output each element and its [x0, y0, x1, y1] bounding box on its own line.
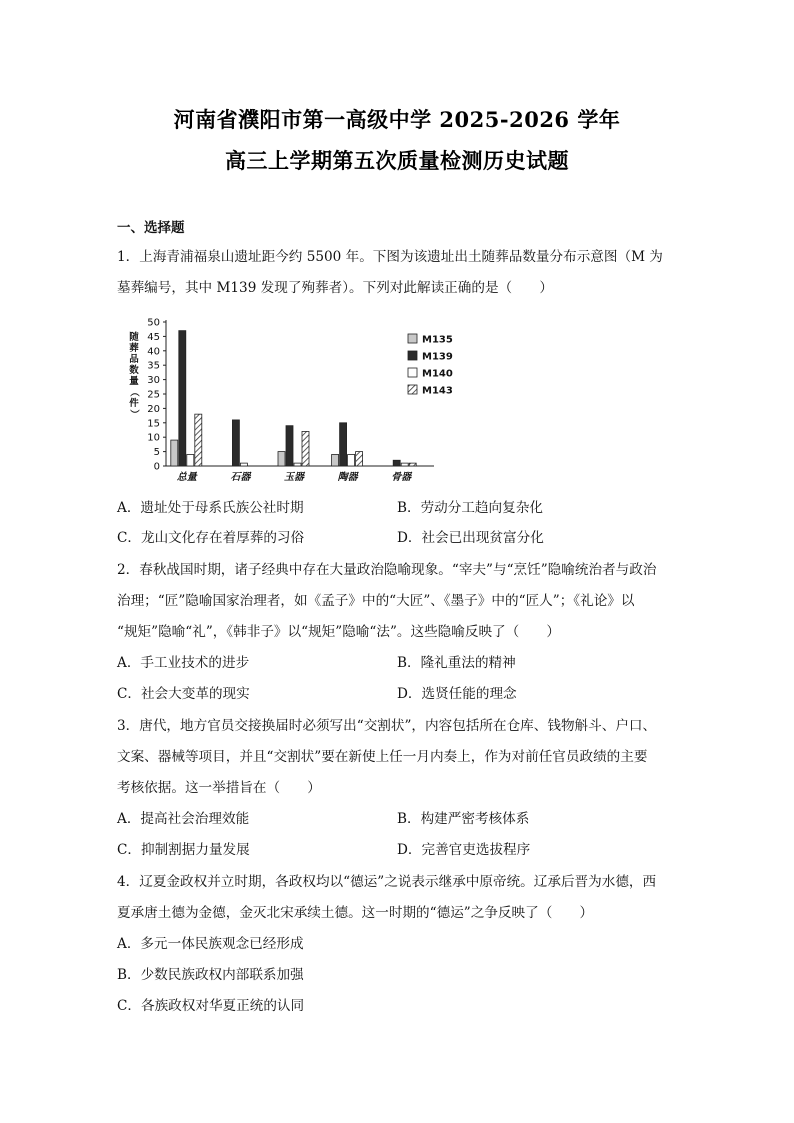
q1-text-line2: 墓葬编号，其中 M139 发现了殉葬者）。下列对此解读正确的是（ ）: [117, 280, 553, 296]
q2-text-line3: “规矩”隐喻“礼”，《韩非子》以“规矩”隐喻“法”。这些隐喻反映了（ ）: [117, 624, 561, 640]
q3-option-b[interactable]: B．构建严密考核体系: [397, 811, 530, 827]
q1-text-line1: 1．上海青浦福泉山遗址距今约 5500 年。下图为该遗址出土随葬品数量分布示意图（M 为: [117, 249, 663, 265]
legend-swatch-m143: [408, 385, 417, 394]
q3-text-line2: 文案、器械等项目，并且“交割状”要在新使上任一月内奏上，作为对前任官员政绩的主要: [117, 749, 648, 765]
y-axis-label-char: （: [128, 387, 139, 397]
q4-option-b[interactable]: B．少数民族政权内部联系加强: [117, 967, 304, 983]
q4-text-line2: 夏承唐土德为金德，金灭北宋承续土德。这一时期的“德运”之争反映了（ ）: [117, 905, 594, 921]
q4-option-c[interactable]: C．各族政权对华夏正统的认同: [117, 998, 305, 1014]
legend-label-m139: M139: [422, 351, 453, 363]
bar-m139-3: [340, 423, 347, 466]
y-tick-label: 0: [153, 461, 160, 473]
x-tick-label: 骨器: [391, 472, 412, 483]
bar-m139-2: [286, 426, 293, 466]
bar-m135-2: [278, 452, 285, 466]
y-axis-label-char: 品: [129, 354, 139, 365]
q2-option-d[interactable]: D．选贤任能的理念: [397, 686, 517, 702]
bar-m139-4: [393, 460, 400, 466]
y-tick-label: 15: [147, 418, 160, 430]
q3-text-line1: 3．唐代，地方官员交接换届时必须写出“交割状”，内容包括所在仓库、钱物斛斗、户口、: [117, 718, 657, 734]
legend-label-m143: M143: [422, 385, 453, 397]
legend-swatch-m140: [408, 368, 417, 377]
y-axis-label-char: 数: [129, 365, 139, 376]
bar-m143-2: [302, 431, 309, 466]
y-tick-label: 40: [147, 346, 160, 358]
q2-text-line1: 2．春秋战国时期，诸子经典中存在大量政治隐喻现象。“宰夫”与“烹饪”隐喻统治者与政治: [117, 562, 657, 578]
q4-option-a[interactable]: A．多元一体民族观念已经形成: [117, 936, 304, 952]
bar-m140-4: [401, 463, 408, 466]
q3-option-c[interactable]: C．抑制割据力量发展: [117, 842, 250, 858]
q1-option-b[interactable]: B．劳动分工趋向复杂化: [397, 500, 543, 516]
legend-label-m135: M135: [422, 334, 453, 346]
x-tick-label: 玉器: [284, 472, 304, 483]
legend-swatch-m139: [408, 351, 417, 360]
q3-option-a[interactable]: A．提高社会治理效能: [117, 811, 250, 827]
y-axis-label-char: 件: [129, 398, 139, 409]
y-axis-label-char: 量: [129, 376, 139, 387]
bar-m143-4: [409, 463, 416, 466]
q3-option-d[interactable]: D．完善官吏选拔程序: [397, 842, 531, 858]
burial-goods-bar-chart: [120, 312, 480, 492]
q1-option-a[interactable]: A．遗址处于母系氏族公社时期: [117, 500, 304, 516]
bar-m135-3: [332, 454, 339, 466]
q2-option-c[interactable]: C．社会大变革的现实: [117, 686, 250, 702]
bar-m140-1: [240, 463, 247, 466]
y-tick-label: 30: [147, 375, 160, 387]
y-axis-label-char: ）: [128, 409, 139, 419]
bar-m135-0: [171, 440, 178, 466]
exam-title-line1: 河南省濮阳市第一高级中学 2025-2026 学年: [173, 107, 621, 132]
q1-option-d[interactable]: D．社会已出现贫富分化: [397, 530, 544, 546]
bar-m139-0: [179, 331, 186, 466]
q2-text-line2: 治理；“匠”隐喻国家治理者，如《孟子》中的“大匠”、《墨子》中的“匠人”；《礼论》以: [117, 593, 635, 609]
exam-title-line2: 高三上学期第五次质量检测历史试题: [225, 148, 569, 173]
y-tick-label: 35: [147, 360, 160, 372]
q2-option-b[interactable]: B．隆礼重法的精神: [397, 655, 516, 671]
y-tick-label: 45: [147, 331, 160, 343]
x-tick-label: 石器: [230, 472, 251, 483]
legend-label-m140: M140: [422, 368, 453, 380]
legend-swatch-m135: [408, 334, 417, 343]
x-tick-label: 陶器: [337, 472, 358, 483]
bar-m140-2: [294, 463, 301, 466]
y-axis-label-char: 随: [129, 332, 139, 343]
bar-m140-0: [187, 454, 194, 466]
q2-option-a[interactable]: A．手工业技术的进步: [117, 655, 250, 671]
bar-m139-1: [232, 420, 239, 466]
q3-text-line3: 考核依据。这一举措旨在（ ）: [117, 780, 321, 796]
bar-m143-0: [195, 414, 202, 466]
q4-text-line1: 4．辽夏金政权并立时期，各政权均以“德运”之说表示继承中原帝统。辽承后晋为水德，西: [117, 874, 657, 890]
x-tick-label: 总量: [176, 472, 197, 483]
y-axis-label-char: 葬: [129, 343, 139, 354]
y-tick-label: 5: [153, 447, 160, 459]
section-heading: 一、选择题: [117, 220, 185, 236]
chart-svg: [120, 312, 480, 492]
bar-m143-3: [356, 452, 363, 466]
y-tick-label: 10: [147, 432, 160, 444]
y-tick-label: 50: [147, 317, 160, 329]
y-tick-label: 25: [147, 389, 160, 401]
bar-m140-3: [348, 454, 355, 466]
q1-option-c[interactable]: C．龙山文化存在着厚葬的习俗: [117, 530, 305, 546]
y-tick-label: 20: [147, 403, 160, 415]
